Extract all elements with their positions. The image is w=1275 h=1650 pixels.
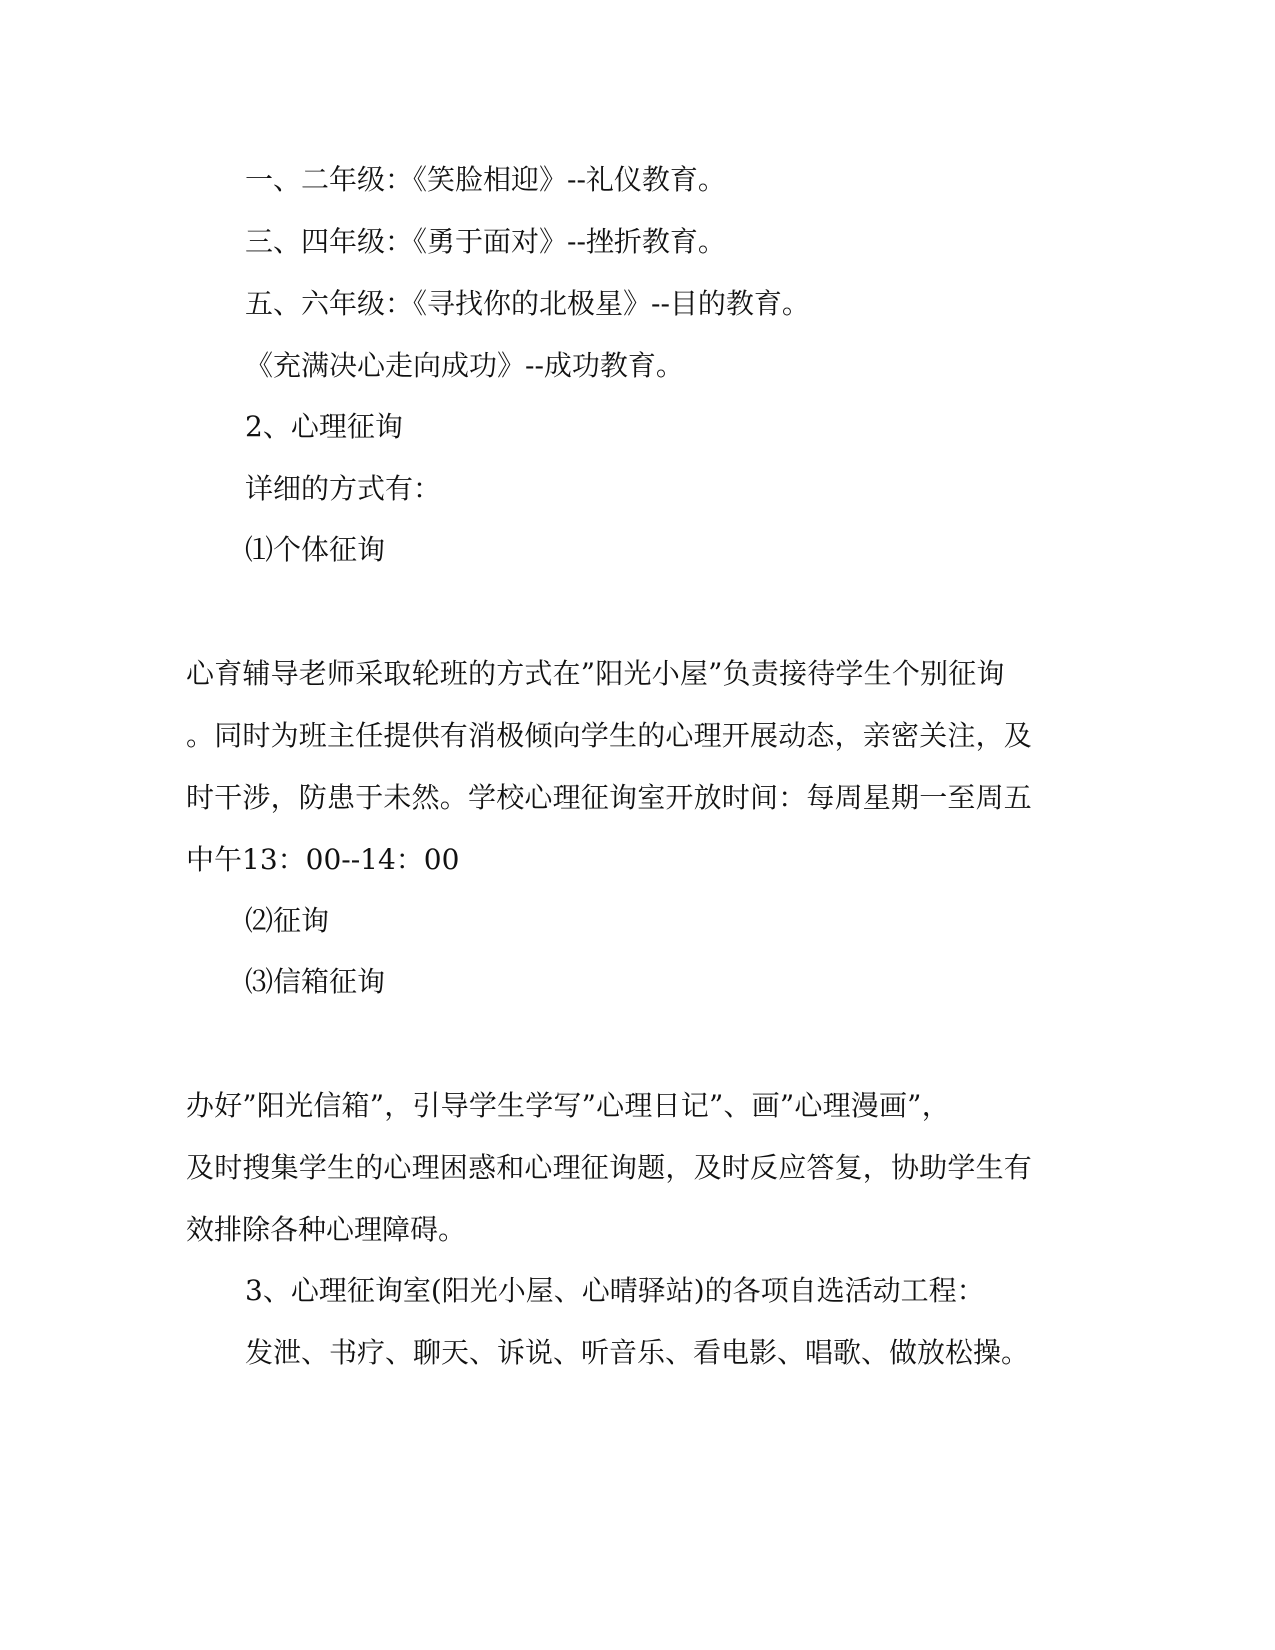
paragraph2-line-3: 效排除各种心理障碍。 (186, 1213, 467, 1246)
paragraph-line-4-hours: 中午13：00--14：00 (186, 843, 460, 876)
section-heading-psych-consultation: 2、心理征询 (245, 410, 403, 443)
list-item-individual-consultation: ⑴个体征询 (245, 533, 386, 566)
text-line-methods-intro: 详细的方式有： (245, 472, 442, 505)
paragraph2-line-1: 办好”阳光信箱”，引导学生学写”心理日记”、画”心理漫画”， (186, 1089, 950, 1122)
paragraph-line-1: 心育辅导老师采取轮班的方式在”阳光小屋”负责接待学生个别征询 (186, 657, 1005, 690)
text-line-grade-3-4: 三、四年级：《勇于面对》--挫折教育。 (245, 225, 726, 258)
section-heading-activity-projects: 3、心理征询室(阳光小屋、心晴驿站)的各项自选活动工程： (245, 1274, 985, 1307)
text-line-grade-5-6: 五、六年级：《寻找你的北极星》--目的教育。 (245, 287, 810, 320)
paragraph-line-3: 时干涉，防患于未然。学校心理征询室开放时间：每周星期一至周五 (186, 781, 1033, 814)
list-item-mailbox-consultation: ⑶信箱征询 (245, 965, 386, 998)
list-item-consultation: ⑵征询 (245, 904, 330, 937)
text-line-success-education: 《充满决心走向成功》--成功教育。 (245, 349, 684, 382)
text-line-activity-list: 发泄、书疗、聊天、诉说、听音乐、看电影、唱歌、做放松操。 (245, 1336, 1030, 1369)
text-line-grade-1-2: 一、二年级：《笑脸相迎》--礼仪教育。 (245, 163, 726, 196)
paragraph-line-2: 。同时为班主任提供有消极倾向学生的心理开展动态，亲密关注，及 (186, 719, 1033, 752)
paragraph2-line-2: 及时搜集学生的心理困惑和心理征询题，及时反应答复，协助学生有 (186, 1151, 1033, 1184)
